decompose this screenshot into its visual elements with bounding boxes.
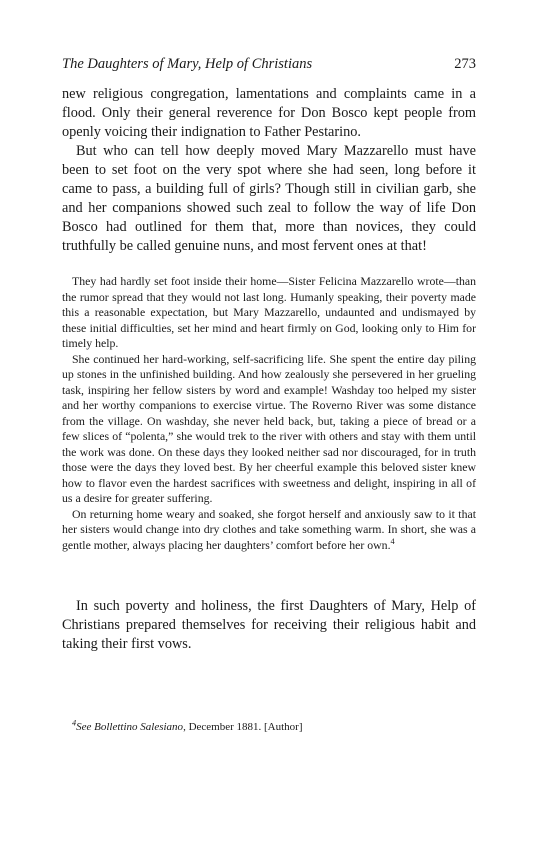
footnote <box>62 720 476 734</box>
closing-paragraph: In such poverty and holiness, the first Daughters of Mary, Help of Christians prepared themselves for receiving their religious habit and taking their first vows. <box>62 598 476 652</box>
footnote-marker: 4 <box>72 718 77 728</box>
footnote-reference: 4 <box>390 536 395 546</box>
footnote-detail: , December 1881. [Author] <box>183 721 303 733</box>
main-text <box>62 85 476 256</box>
footnote-see: See <box>76 721 92 733</box>
body-paragraph: But who can tell how deeply moved Mary Mazzarello must have been to set foot on the very spot where she had seen, long before it came to pass, a building full of girls? Though still in civilian garb, she and her companions showed such zeal to follow the way of life Don Bosco had outlined for them that, more than novices, they could truthfully be called genuine nuns, and most fervent ones at that! <box>62 143 476 254</box>
quote-paragraph: She continued her hard-working, self-sacrificing life. She spent the entire day piling up stones in the unfinished building. And how zealously she persevered in her grueling task, inspiring her fellow sisters by word and example! Washday too helped my sister and her worthy companions to exercise virtue. The Roverno River was some distance from the village. On washday, she never held back, but, taking a piece of bread or a few slices of “polenta,” she would trek to the river with others and stay with them until the work was done. On these days they looked neither sad nor discouraged, for in truth those were the days they loved best. By her cheerful example this beloved sister knew how to flavor even the hardest sacrifices with sweetness and delight, inspiring in all of us a desire for greater suffering. <box>62 351 476 505</box>
running-title: The Daughters of Mary, Help of Christians <box>62 56 313 72</box>
page-number: 273 <box>454 56 476 72</box>
quote-paragraph <box>62 507 476 554</box>
quote-paragraph-text: On returning home weary and soaked, she forgot herself and anxiously saw to it that her sisters would change into dry clothes and take something warm. In short, she was a gentle mother, always placing her daughters’ comfort before her own. <box>62 506 476 552</box>
body-paragraph: new religious congregation, lamentations and complaints came in a flood. Only their general reverence for Don Bosco kept people from openly voicing their indignation to Father Pestarino. <box>62 86 476 140</box>
footnote-source: Bollettino Salesiano <box>94 721 184 733</box>
quote-paragraph: They had hardly set foot inside their home—Sister Felicina Mazzarello wrote—than the rumor spread that they would not last long. Humanly speaking, their poverty made this a reasonable expectation, but Mary Mazzarello, undaunted and undismayed by these initial difficulties, set her mind and heart firmly on God, looking only to Him for timely help. <box>62 274 476 350</box>
closing-text <box>62 597 476 654</box>
running-head <box>62 55 476 73</box>
block-quote <box>62 274 476 553</box>
